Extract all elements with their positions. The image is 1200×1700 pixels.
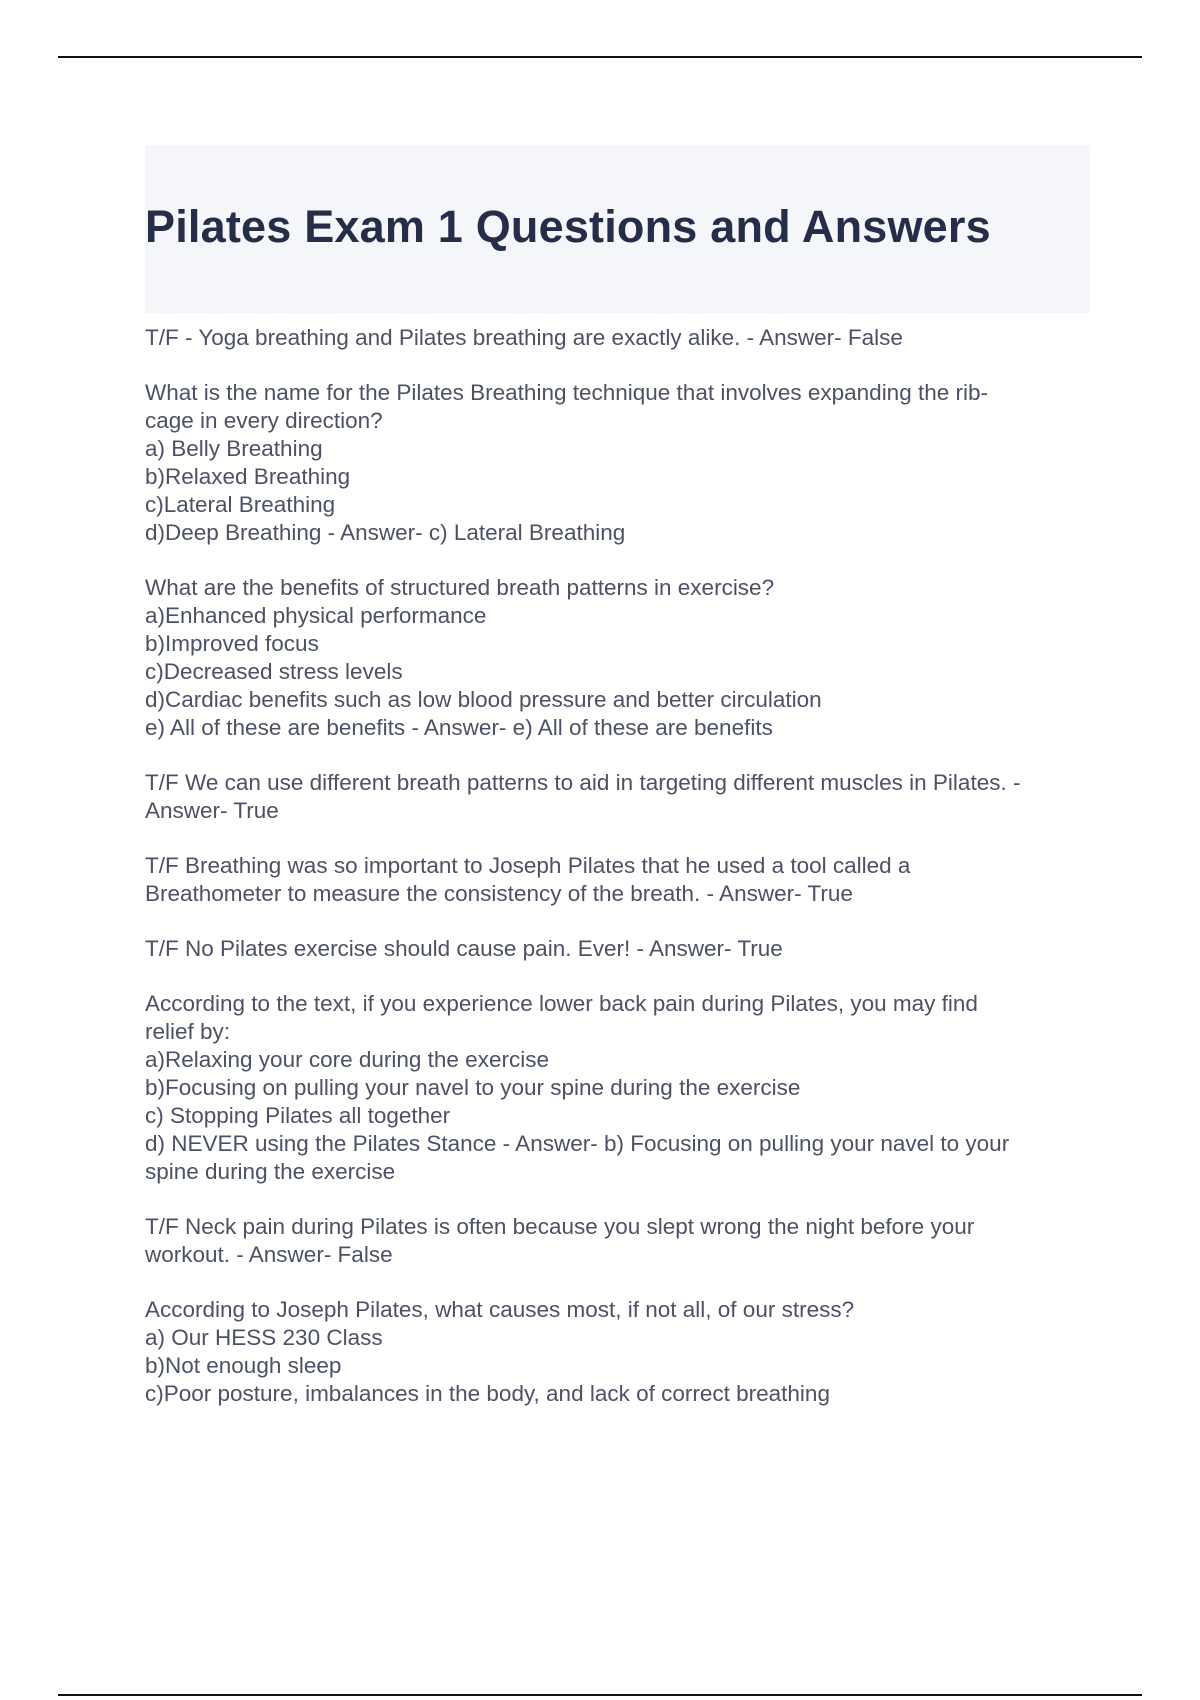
question-item xyxy=(145,379,1090,547)
question-item xyxy=(145,990,1090,1186)
question-item xyxy=(145,1213,1090,1269)
top-rule xyxy=(58,56,1142,58)
question-line: b)Focusing on pulling your navel to your spine during the exercise xyxy=(145,1075,801,1100)
question-line: What is the name for the Pilates Breathing technique that involves expanding the rib- xyxy=(145,380,988,405)
page-title: Pilates Exam 1 Questions and Answers xyxy=(145,201,991,252)
question-line: Answer- True xyxy=(145,798,279,823)
question-line: b)Not enough sleep xyxy=(145,1353,342,1378)
question-line: b)Relaxed Breathing xyxy=(145,464,351,489)
question-line: c) Stopping Pilates all together xyxy=(145,1103,451,1128)
question-item xyxy=(145,574,1090,742)
question-line: What are the benefits of structured breath patterns in exercise? xyxy=(145,575,775,600)
question-line: d)Cardiac benefits such as low blood pressure and better circulation xyxy=(145,687,822,712)
question-line: d) NEVER using the Pilates Stance - Answer- b) Focusing on pulling your navel to your xyxy=(145,1131,1010,1156)
question-line: According to Joseph Pilates, what causes most, if not all, of our stress? xyxy=(145,1297,855,1322)
question-line: a) Our HESS 230 Class xyxy=(145,1325,383,1350)
question-item xyxy=(145,769,1090,825)
question-line: a)Relaxing your core during the exercise xyxy=(145,1047,549,1072)
question-line: T/F Breathing was so important to Joseph Pilates that he used a tool called a xyxy=(145,853,911,878)
question-line: According to the text, if you experience lower back pain during Pilates, you may find xyxy=(145,991,978,1016)
question-item xyxy=(145,852,1090,908)
question-item xyxy=(145,935,1090,963)
question-line: relief by: xyxy=(145,1019,231,1044)
question-line: workout. - Answer- False xyxy=(145,1242,393,1267)
question-item xyxy=(145,1296,1090,1408)
question-line: cage in every direction? xyxy=(145,408,383,433)
question-line: spine during the exercise xyxy=(145,1159,396,1184)
question-item xyxy=(145,324,1090,352)
question-line: c)Poor posture, imbalances in the body, and lack of correct breathing xyxy=(145,1381,830,1406)
title-banner xyxy=(145,145,1090,313)
question-line: T/F No Pilates exercise should cause pain. Ever! - Answer- True xyxy=(145,936,783,961)
bottom-rule xyxy=(58,1694,1142,1696)
question-line: e) All of these are benefits - Answer- e) All of these are benefits xyxy=(145,715,773,740)
question-list xyxy=(145,313,1090,1408)
question-line: T/F We can use different breath patterns to aid in targeting different muscles in Pilates. - xyxy=(145,770,1021,795)
question-line: d)Deep Breathing - Answer- c) Lateral Breathing xyxy=(145,520,626,545)
question-line: a) Belly Breathing xyxy=(145,436,323,461)
question-line: a)Enhanced physical performance xyxy=(145,603,487,628)
question-line: Breathometer to measure the consistency of the breath. - Answer- True xyxy=(145,881,853,906)
question-line: T/F - Yoga breathing and Pilates breathing are exactly alike. - Answer- False xyxy=(145,325,903,350)
question-line: c)Decreased stress levels xyxy=(145,659,403,684)
question-line: c)Lateral Breathing xyxy=(145,492,336,517)
question-line: T/F Neck pain during Pilates is often because you slept wrong the night before your xyxy=(145,1214,975,1239)
question-line: b)Improved focus xyxy=(145,631,319,656)
document-content xyxy=(145,145,1090,1435)
